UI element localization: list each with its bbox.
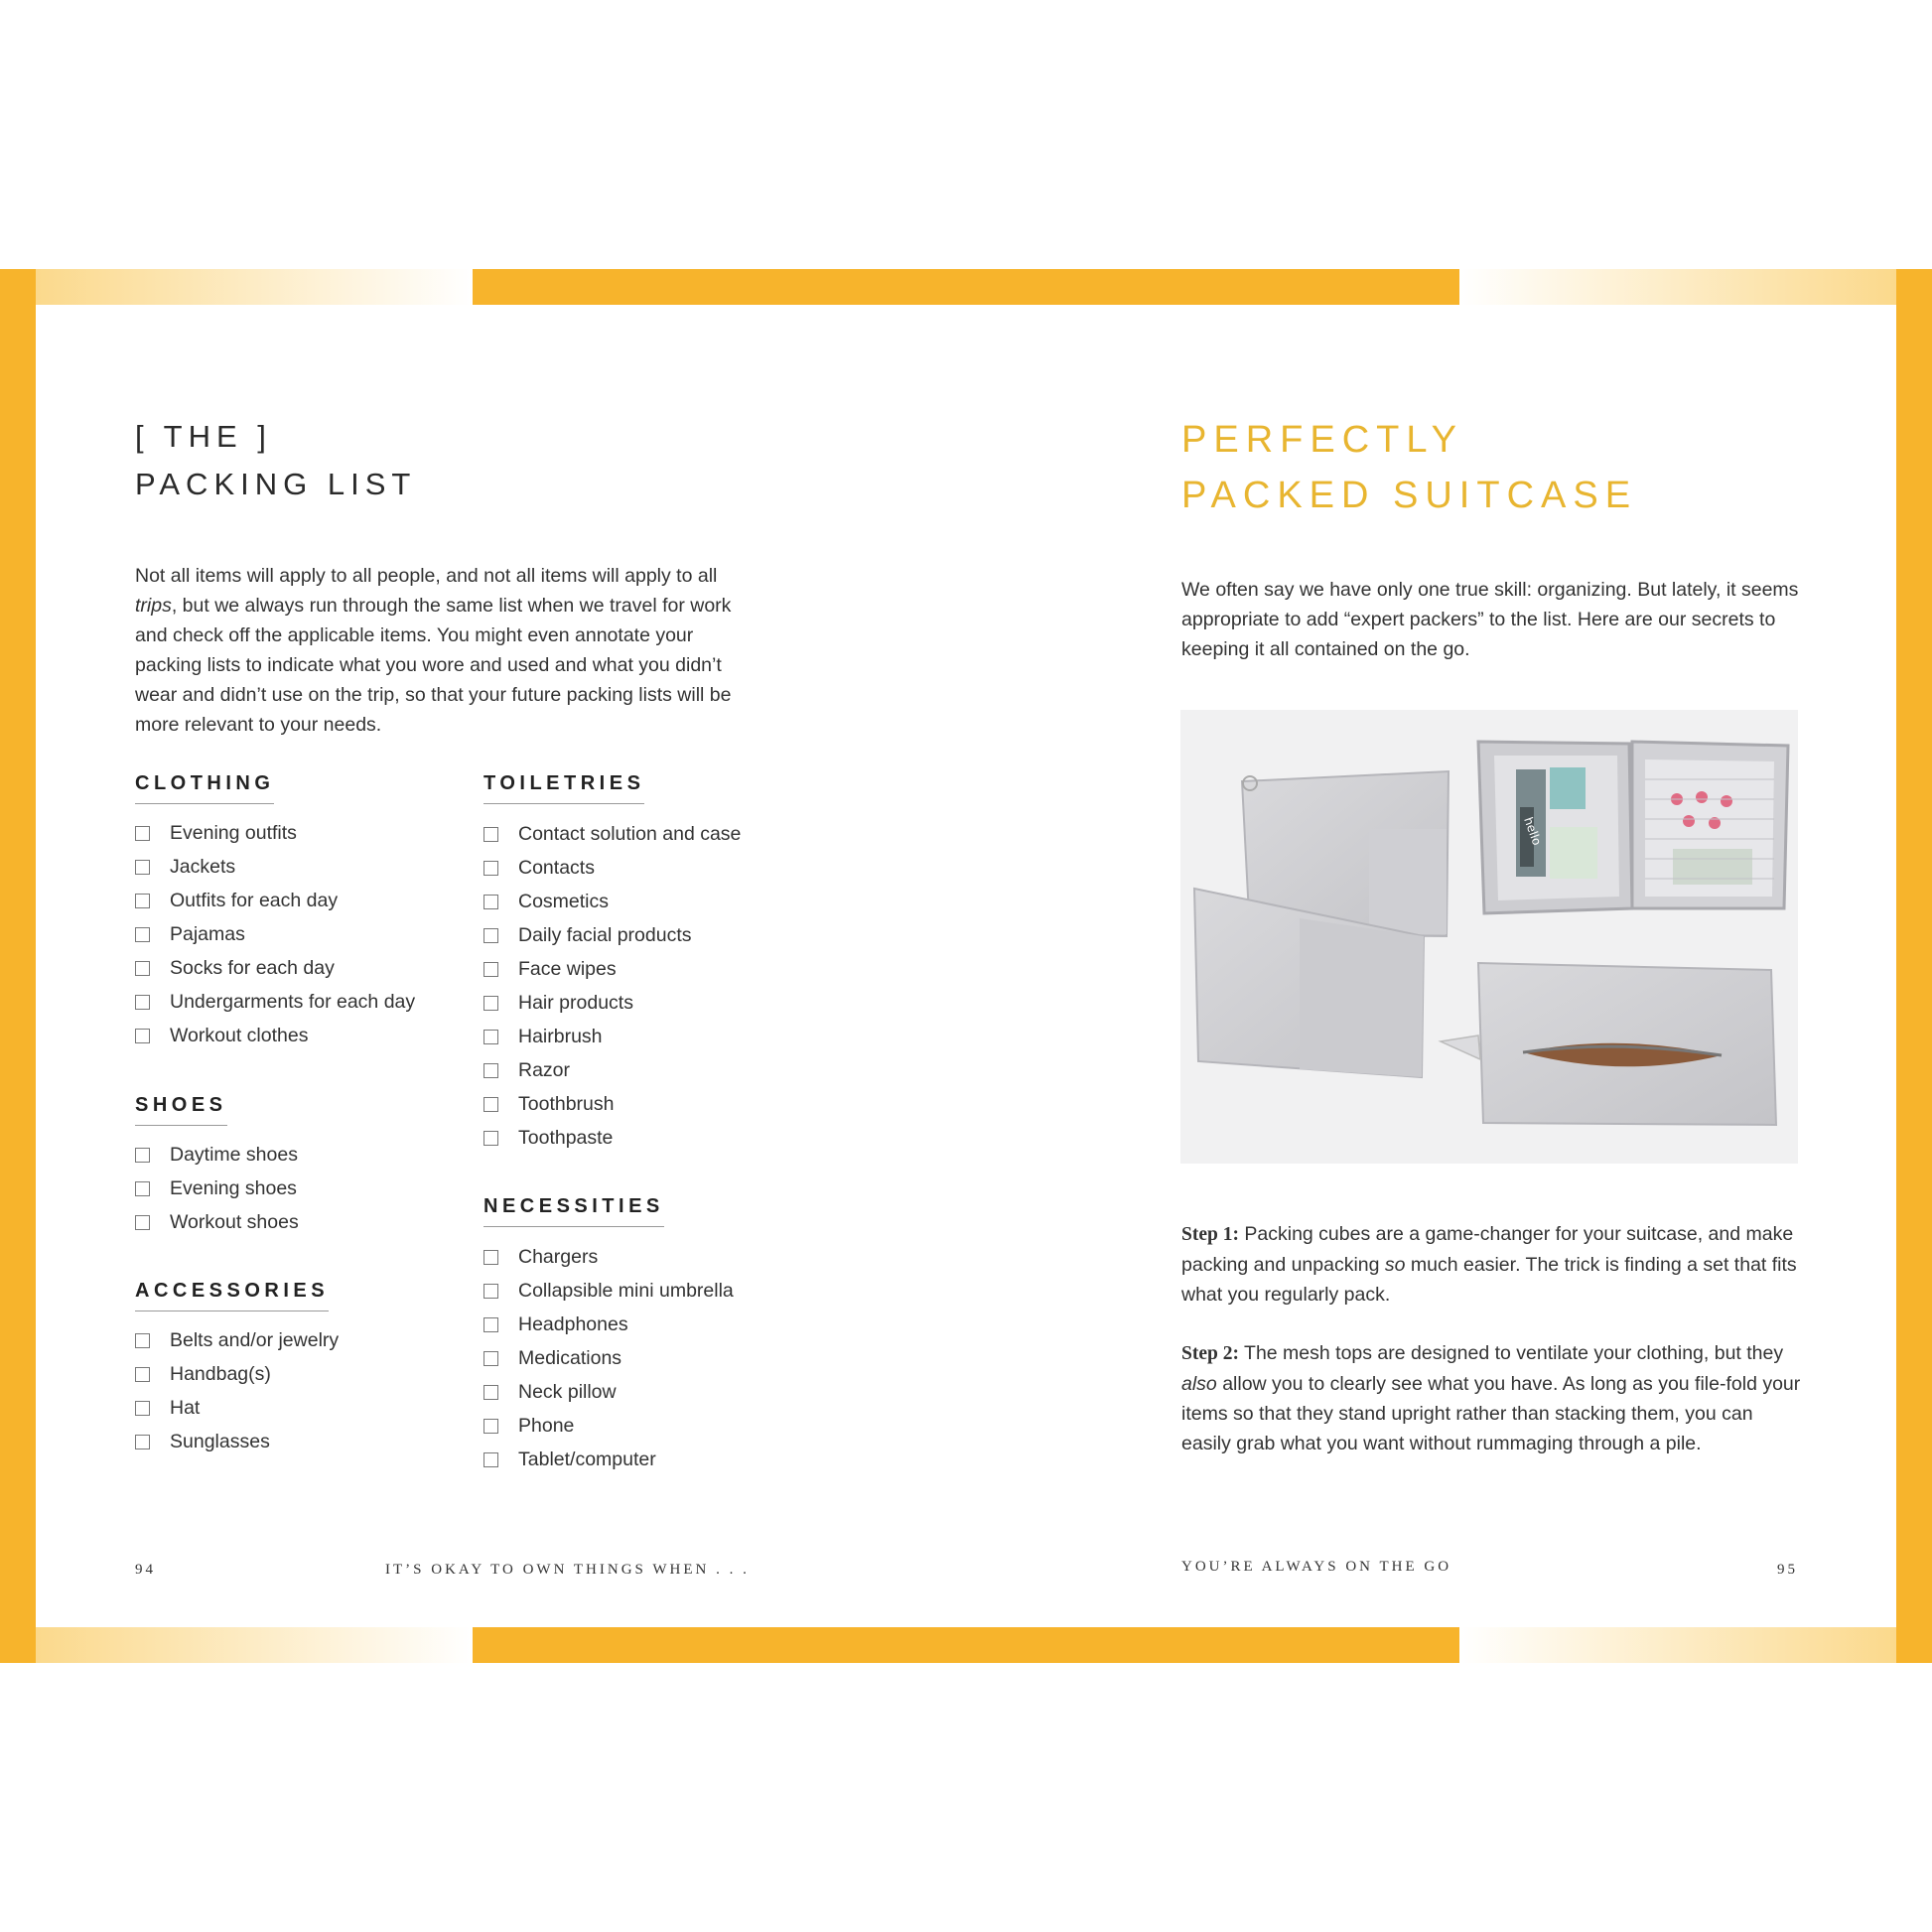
checkbox[interactable]	[483, 1284, 498, 1299]
suitcase-intro: We often say we have only one true skill: organizing. But lately, it seems appropriate to add “expert packers” to the list. Here are our secrets to keeping it all contained on the go.	[1181, 579, 1799, 660]
item-label: Daytime shoes	[170, 1143, 298, 1166]
item-label: Hairbrush	[518, 1025, 603, 1047]
item-label: Workout clothes	[170, 1024, 309, 1046]
item-label: Contacts	[518, 856, 595, 879]
list-item	[483, 1053, 741, 1087]
item-label: Undergarments for each day	[170, 990, 416, 1013]
list-item	[135, 1357, 339, 1391]
step-1-text-em: so	[1384, 1254, 1406, 1276]
list-item	[135, 1019, 415, 1052]
list-item	[135, 1391, 339, 1425]
checkbox[interactable]	[135, 927, 150, 942]
list-item	[135, 1172, 299, 1205]
item-label: Toothbrush	[518, 1092, 615, 1115]
necessities-list	[483, 1240, 734, 1476]
frame-fade-top-right	[1459, 269, 1896, 305]
checkbox[interactable]	[483, 1452, 498, 1467]
checkbox[interactable]	[135, 1367, 150, 1382]
suitcase-title-line2: PACKED SUITCASE	[1181, 475, 1638, 516]
checkbox[interactable]	[483, 895, 498, 909]
list-item	[135, 850, 415, 884]
list-item	[483, 851, 741, 885]
checkbox[interactable]	[135, 1333, 150, 1348]
accessories-heading: ACCESSORIES	[135, 1280, 329, 1311]
checkbox[interactable]	[483, 1131, 498, 1146]
item-label: Sunglasses	[170, 1430, 270, 1452]
item-label: Daily facial products	[518, 923, 692, 946]
checkbox[interactable]	[135, 1148, 150, 1163]
item-label: Face wipes	[518, 957, 617, 980]
accessories-section	[135, 1280, 339, 1458]
list-item	[483, 986, 741, 1020]
checkbox[interactable]	[483, 1385, 498, 1400]
checkbox[interactable]	[483, 996, 498, 1011]
checkbox[interactable]	[135, 826, 150, 841]
shoes-heading: SHOES	[135, 1094, 227, 1126]
list-item	[483, 1341, 734, 1375]
clothing-list	[135, 816, 415, 1052]
list-item	[483, 1020, 741, 1053]
checkbox[interactable]	[135, 961, 150, 976]
list-item	[483, 952, 741, 986]
checkbox[interactable]	[483, 962, 498, 977]
list-item	[483, 1409, 734, 1443]
item-label: Chargers	[518, 1245, 599, 1268]
checkbox[interactable]	[483, 1419, 498, 1434]
step-2	[1181, 1338, 1802, 1458]
step-2-label: Step 2:	[1181, 1343, 1239, 1364]
checkbox[interactable]	[135, 1401, 150, 1416]
clothing-heading: CLOTHING	[135, 772, 274, 804]
packing-cubes-photo	[1180, 710, 1798, 1164]
checkbox[interactable]	[135, 995, 150, 1010]
item-label: Toothpaste	[518, 1126, 614, 1149]
item-label: Razor	[518, 1058, 571, 1081]
list-item	[135, 917, 415, 951]
page-number-left: 94	[135, 1562, 156, 1578]
checkbox[interactable]	[135, 1215, 150, 1230]
intro-text-1: Not all items will apply to all people, and not all items will apply to all	[135, 565, 718, 587]
accessories-list	[135, 1323, 339, 1458]
list-item	[135, 884, 415, 917]
list-item	[483, 885, 741, 918]
packing-list-intro	[135, 561, 751, 740]
packing-list-title: PACKING LIST	[135, 467, 417, 501]
list-item	[483, 1443, 734, 1476]
step-2-text-2: allow you to clearly see what you have. As long as you file-fold your items so that they stand upright rather than stacking them, you can easily grab what you want without rummaging through a pile.	[1181, 1373, 1801, 1454]
necessities-heading: NECESSITIES	[483, 1195, 664, 1227]
list-item	[483, 1375, 734, 1409]
item-label: Belts and/or jewelry	[170, 1328, 340, 1351]
item-label: Jackets	[170, 855, 236, 878]
list-item	[483, 1121, 741, 1155]
item-label: Hat	[170, 1396, 201, 1419]
toiletries-list	[483, 817, 741, 1155]
suitcase-title-line1: PERFECTLY	[1181, 419, 1464, 461]
checkbox[interactable]	[135, 894, 150, 908]
item-label: Socks for each day	[170, 956, 335, 979]
list-item	[483, 1308, 734, 1341]
item-label: Neck pillow	[518, 1380, 617, 1403]
item-label: Cosmetics	[518, 890, 610, 912]
step-1-text-1: Packing cubes are a game-changer for your suitcase, and make packing and unpacking	[1181, 1223, 1794, 1276]
intro-text-2: , but we always run through the same list when we travel for work and check off the applicable items. You might even annotate your packing lists to indicate what you wore and used and what you didn’t wear and didn’t use on the trip, so that your future packing lists will be more relevant to your needs.	[135, 595, 732, 736]
checkbox[interactable]	[135, 1435, 150, 1449]
checkbox[interactable]	[483, 827, 498, 842]
list-item	[135, 1425, 339, 1458]
frame-fade-bottom-right	[1459, 1627, 1896, 1663]
item-label: Workout shoes	[170, 1210, 299, 1233]
checkbox[interactable]	[483, 1063, 498, 1078]
item-label: Phone	[518, 1414, 575, 1437]
item-label: Headphones	[518, 1312, 628, 1335]
checkbox[interactable]	[483, 1317, 498, 1332]
hello-print: hello	[1521, 815, 1545, 848]
checkbox[interactable]	[483, 1030, 498, 1044]
list-item	[135, 1205, 299, 1239]
list-item	[135, 951, 415, 985]
item-label: Evening shoes	[170, 1176, 297, 1199]
shoes-list	[135, 1138, 299, 1239]
list-item	[483, 817, 741, 851]
step-1-text-2: much easier. The trick is finding a set that fits what you regularly pack.	[1181, 1254, 1797, 1306]
list-item	[483, 918, 741, 952]
checkbox[interactable]	[135, 860, 150, 875]
item-label: Medications	[518, 1346, 622, 1369]
step-2-text-em: also	[1181, 1373, 1217, 1395]
shoes-section	[135, 1094, 299, 1239]
item-label: Contact solution and case	[518, 822, 742, 845]
item-label: Evening outfits	[170, 821, 297, 844]
running-head-left: IT’S OKAY TO OWN THINGS WHEN . . .	[385, 1562, 750, 1578]
packing-list-kicker: [ THE ]	[135, 419, 272, 454]
toiletries-section	[483, 772, 741, 1155]
step-1	[1181, 1219, 1802, 1310]
toiletries-heading: TOILETRIES	[483, 772, 644, 804]
checkbox[interactable]	[483, 1351, 498, 1366]
intro-text-em: trips	[135, 595, 172, 617]
list-item	[135, 985, 415, 1019]
frame-fade-bottom-left	[36, 1627, 473, 1663]
list-item	[135, 1138, 299, 1172]
item-label: Pajamas	[170, 922, 245, 945]
frame-fade-top-left	[36, 269, 473, 305]
item-label: Handbag(s)	[170, 1362, 271, 1385]
item-label: Tablet/computer	[518, 1448, 656, 1470]
item-label: Hair products	[518, 991, 633, 1014]
list-item	[483, 1240, 734, 1274]
packing-cubes-illustration	[1180, 710, 1798, 1164]
list-item	[483, 1087, 741, 1121]
checkbox[interactable]	[483, 861, 498, 876]
checkbox[interactable]	[483, 928, 498, 943]
item-label: Collapsible mini umbrella	[518, 1279, 734, 1302]
step-1-label: Step 1:	[1181, 1224, 1239, 1245]
step-2-text-1: The mesh tops are designed to ventilate your clothing, but they	[1238, 1342, 1784, 1364]
item-label: Outfits for each day	[170, 889, 339, 911]
checkbox[interactable]	[483, 1250, 498, 1265]
checkbox[interactable]	[135, 1181, 150, 1196]
page-number-right: 95	[1777, 1562, 1798, 1578]
list-item	[135, 816, 415, 850]
list-item	[483, 1274, 734, 1308]
running-head-right: YOU’RE ALWAYS ON THE GO	[1181, 1559, 1452, 1575]
clothing-section	[135, 772, 415, 1052]
list-item	[135, 1323, 339, 1357]
checkbox[interactable]	[135, 1029, 150, 1043]
necessities-section	[483, 1195, 734, 1476]
checkbox[interactable]	[483, 1097, 498, 1112]
